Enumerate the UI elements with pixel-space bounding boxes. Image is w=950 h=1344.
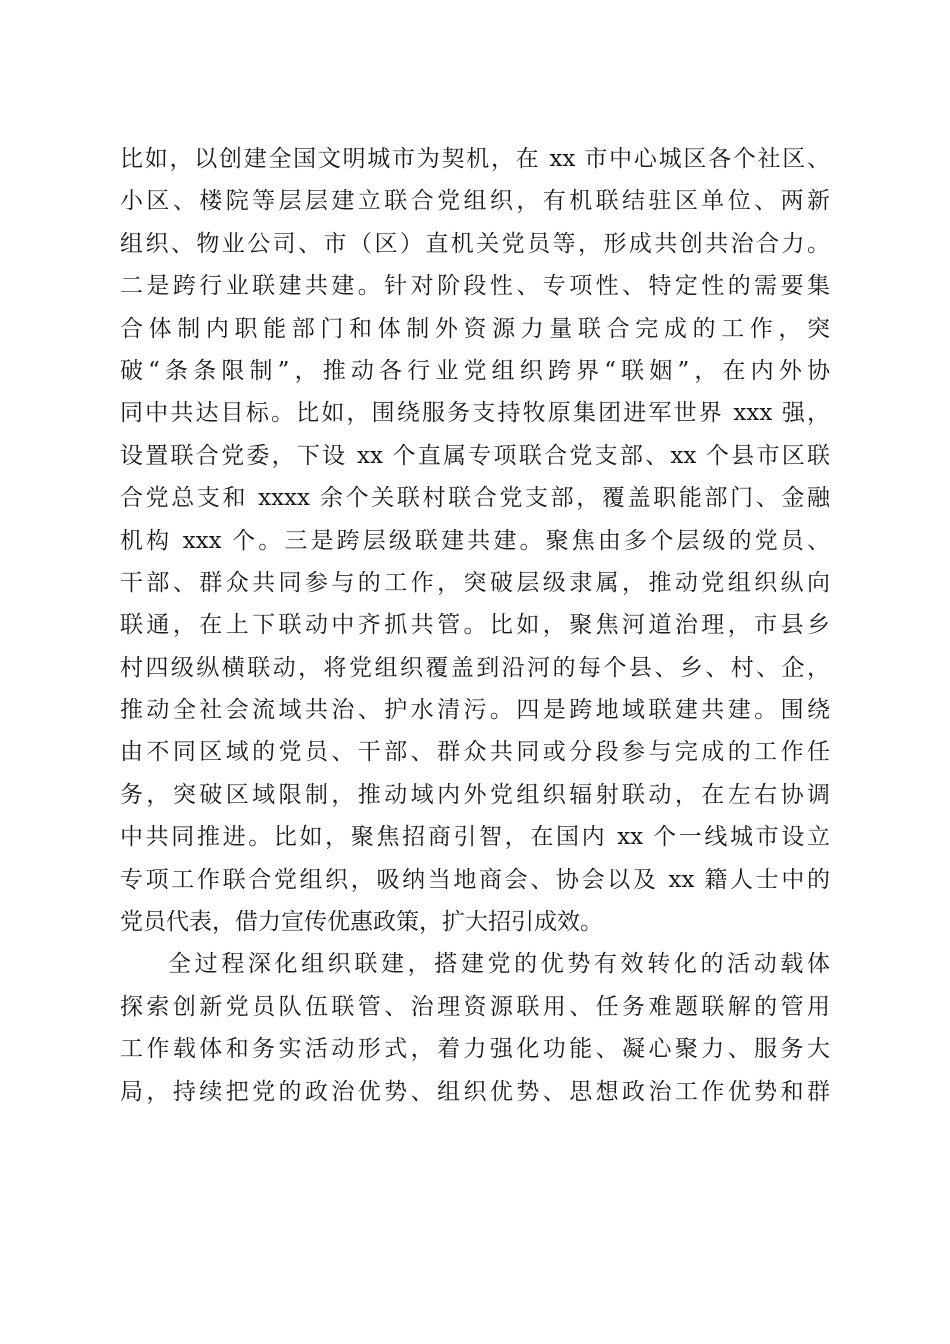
text-line: 党员代表，借力宣传优惠政策，扩大招引成效。: [120, 909, 603, 936]
text-line: 合体制内职能部门和体制外资源力量联合完成的工作，突: [120, 315, 830, 342]
text-line: 推动全社会流域共治、护水清污。四是跨地域联建共建。围绕: [120, 697, 830, 724]
text-line: 专项工作联合党组织，吸纳当地商会、协会以及 xx 籍人士中的: [120, 866, 830, 893]
text-line: 务，突破区域限制，推动域内外党组织辐射联动，在左右协调: [120, 781, 830, 808]
text-line: 干部、群众共同参与的工作，突破层级隶属，推动党组织纵向: [120, 569, 830, 596]
text-line: 联通，在上下联动中齐抓共管。比如，聚焦河道治理，市县乡: [120, 612, 830, 639]
text-line: 全过程深化组织联建，搭建党的优势有效转化的活动载体: [168, 951, 830, 978]
text-line: 机构 xxx 个。三是跨层级联建共建。聚焦由多个层级的党员、: [120, 527, 830, 554]
text-line: 村四级纵横联动，将党组织覆盖到沿河的每个县、乡、村、企，: [120, 654, 830, 681]
text-line: 合党总支和 xxxx 余个关联村联合党支部，覆盖职能部门、金融: [120, 485, 830, 512]
text-line: 比如，以创建全国文明城市为契机，在 xx 市中心城区各个社区、: [120, 146, 830, 172]
text-line: 同中共达目标。比如，围绕服务支持牧原集团进军世界 xxx 强，: [120, 400, 830, 427]
text-line: 中共同推进。比如，聚焦招商引智，在国内 xx 个一线城市设立: [120, 824, 830, 851]
text-line: 小区、楼院等层层建立联合党组织，有机联结驻区单位、两新: [120, 188, 830, 215]
text-line: 破“条条限制”，推动各行业党组织跨界“联姻”，在内外协: [120, 357, 830, 384]
text-line: 工作载体和务实活动形式，着力强化功能、凝心聚力、服务大: [120, 1036, 830, 1063]
text-line: 局，持续把党的政治优势、组织优势、思想政治工作优势和群: [120, 1078, 830, 1105]
text-line: 由不同区域的党员、干部、群众共同或分段参与完成的工作任: [120, 739, 830, 766]
text-line: 组织、物业公司、市（区）直机关党员等，形成共创共治合力。: [120, 230, 830, 257]
document-body: [120, 138, 830, 1113]
text-line: 设置联合党委，下设 xx 个直属专项联合党支部、xx 个县市区联: [120, 442, 830, 469]
text-line: 探索创新党员队伍联管、治理资源联用、任务难题联解的管用: [120, 993, 830, 1020]
text-line: 二是跨行业联建共建。针对阶段性、专项性、特定性的需要集: [120, 273, 830, 300]
